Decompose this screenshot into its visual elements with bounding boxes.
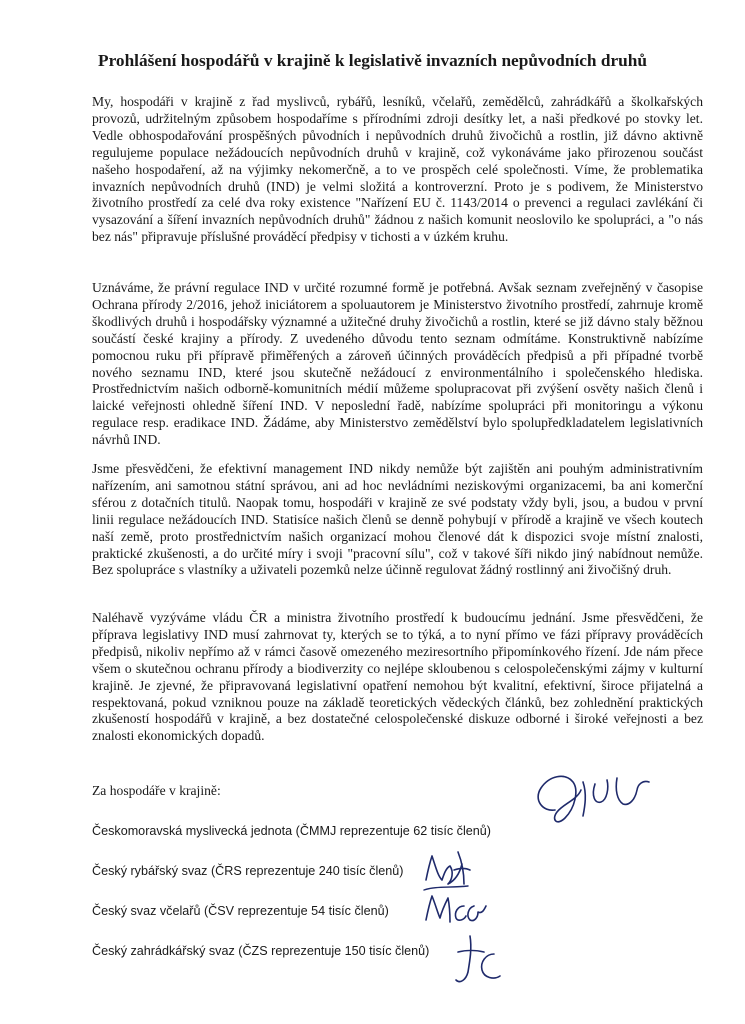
signatory-crs: Český rybářský svaz (ČRS reprezentuje 240 tisíc členů) <box>92 864 404 878</box>
document-title: Prohlášení hospodářů v krajině k legislativě invazních nepůvodních druhů <box>98 51 647 70</box>
paragraph-4: Naléhavě vyzýváme vládu ČR a ministra životního prostředí k budoucímu jednání. Jsme přesvědčeni, že příprava legislativy IND musí zahrnovat ty, kterých se to týká, a to nyní přímo ve fázi přípravy prováděcích předpisů, nikoliv nepřímo až v rámci časově omezeného meziresortního připomínkového řízení. Jde nám přece všem o skutečnou ochranu přírody a biodiverzity co nejlépe skloubenou s celospolečenskými zájmy v kulturní krajině. Je zjevné, že připravovaná legislativní opatření nemohou být kvalitní, efektivní, široce přijatelná a respektovaná, pokud vzniknou pouze na základě teoretických vědeckých článků, bez zohlednění praktických zkušeností hospodářů v krajině, a bez dostatečné celospolečenské diskuze odborné i široké veřejnosti a bez znalosti ekonomických dopadů. <box>92 610 703 744</box>
signature-cmmj <box>525 760 675 840</box>
signature-czs <box>450 930 510 990</box>
signature-csv <box>420 890 500 930</box>
signatory-czs: Český zahrádkářský svaz (ČZS reprezentuje 150 tisíc členů) <box>92 944 430 958</box>
paragraph-2: Uznáváme, že právní regulace IND v určité rozumné formě je potřebná. Avšak seznam zveřejněný v časopise Ochrana přírody 2/2016, jehož iniciátorem a spoluautorem je Ministerstvo životního prostředí, zahrnuje kromě škodlivých druhů i hospodářsky významné a užitečné druhy živočichů a rostlin, které se již dávno staly běžnou součástí české krajiny a přírody. Z uvedeného důvodu tento seznam odmítáme. Konstruktivně nabízíme pomocnou ruku při přípravě přiměřených a zároveň účinných prováděcích předpisů a při případné tvorbě nového seznamu IND, které jsou skutečně nežádoucí z environmentálního i společenského hlediska. Prostřednictvím našich odborně-komunitních médií můžeme spolupracovat při zvýšení osvěty našich členů i laické veřejnosti ohledně šíření IND. V neposlední řadě, nabízíme spolupráci při monitoringu a výkonu regulace resp. eradikace IND. Žádáme, aby Ministerstvo zemědělství bylo spolupředkladatelem legislativních návrhů IND. <box>92 280 703 448</box>
signatory-csv: Český svaz včelařů (ČSV reprezentuje 54 tisíc členů) <box>92 904 389 918</box>
paragraph-1: My, hospodáři v krajině z řad myslivců, rybářů, lesníků, včelařů, zemědělců, zahrádkářů a školkařských provozů, udržitelným způsobem hospodaříme s přírodními zdroji desítky let, a naši předkové po stovky let. Vedle obhospodařování prospěšných původních i nepůvodních druhů živočichů a rostlin, již dávno aktivně regulujeme populace nežádoucích nepůvodních druhů v krajině, což vykonáváme jako přirozenou součást našeho hospodaření, až na výjimky nekomerčně, a to ve prospěch celé společnosti. Víme, že problematika invazních nepůvodních druhů (IND) je velmi složitá a kontroverzní. Proto je s podivem, že Ministerstvo životního prostředí za celé dva roky existence "Nařízení EU č. 1143/2014 o prevenci a regulaci zavlékání či vysazování a šíření invazních nepůvodních druhů" žádnou z našich komunit neoslovilo ke spolupráci, a "o nás bez nás" připravuje příslušné prováděcí předpisy v tichosti a v úzkém kruhu. <box>92 94 703 245</box>
signatories-intro: Za hospodáře v krajině: <box>92 783 221 798</box>
paragraph-3: Jsme přesvědčeni, že efektivní management IND nikdy nemůže být zajištěn ani pouhým administrativním nařízením, ani samotnou státní správou, ani ad hoc nevládními neziskovými organizacemi, ba ani komerční sférou z dotačních titulů. Naopak tomu, hospodáři v krajině ze své podstaty vždy byli, jsou, a budou v první linii regulace nežádoucích IND. Statisíce našich členů se denně pohybují v přírodě a krajině ve všech koutech naší země, proto prostřednictvím našich organizací mohou členové dát k dispozici svoje místní znalosti, praktické zkušenosti, a do určité míry i svoji "pracovní sílu", což v takové šíři nikdo jiný nabídnout nemůže. Bez spolupráce s vlastníky a uživateli pozemků nelze účinně regulovat žádný rostlinný ani živočišný druh. <box>92 461 703 578</box>
signature-crs <box>418 846 478 896</box>
signatory-cmmj: Českomoravská myslivecká jednota (ČMMJ reprezentuje 62 tisíc členů) <box>92 824 491 838</box>
